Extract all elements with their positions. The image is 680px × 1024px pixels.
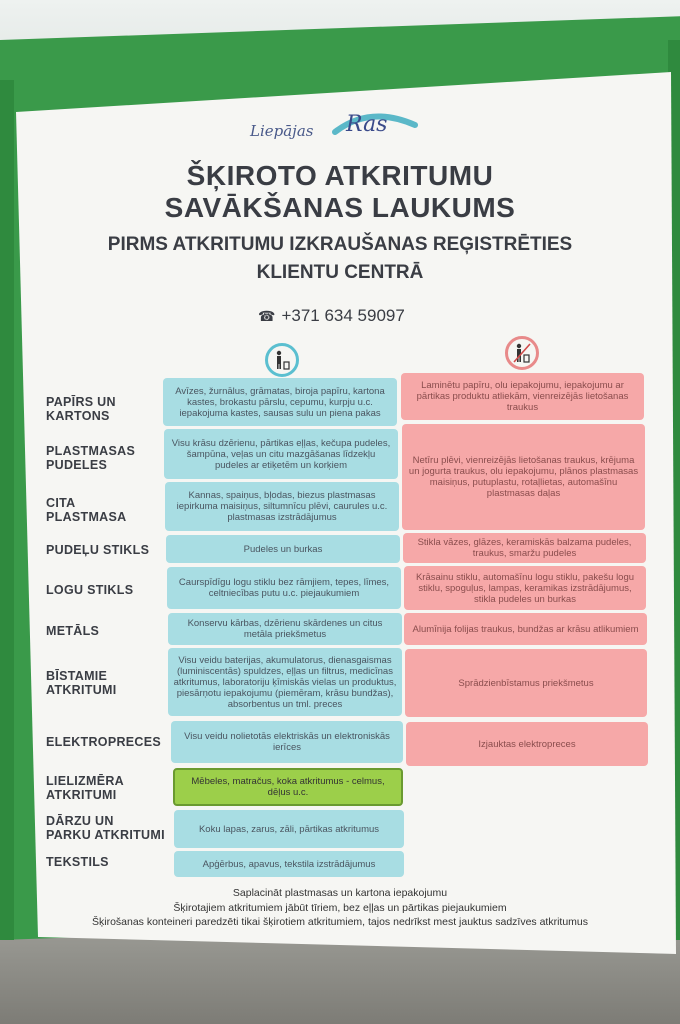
- sign-title-line1: ŠĶIROTO ATKRITUMU: [186, 160, 494, 191]
- phone-icon: ☎: [258, 308, 276, 324]
- category-label-electronics: ELEKTROPRECES: [46, 735, 162, 749]
- phone-number-text: +371 634 59097: [281, 306, 405, 325]
- category-label-bulky: LIELIZMĒRA ATKRITUMI: [46, 774, 124, 802]
- banned-box-hazardous: Sprādzienbīstamus priekšmetus: [405, 649, 647, 717]
- no-disposing-icon: [505, 336, 539, 370]
- allowed-box-metal: Konservu kārbas, dzērienu skārdenes un citus metāla priekšmetus: [168, 613, 402, 645]
- sign-title-line2: SAVĀKŠANAS LAUKUMS: [164, 192, 516, 223]
- category-label-window-glass: LOGU STIKLS: [46, 583, 134, 597]
- banned-box-bottle-glass: Stikla vāzes, glāzes, keramiskās balzama pudeles, traukus, smaržu pudeles: [403, 533, 646, 563]
- sign-subtitle-line2: KLIENTU CENTRĀ: [256, 262, 424, 283]
- category-label-paper: PAPĪRS UN KARTONS: [46, 395, 116, 423]
- allowed-box-bulky: Mēbeles, matračus, koka atkritumus - celmus, dēļus u.c.: [173, 768, 403, 806]
- allowed-box-electronics: Visu veidu nolietotās elektriskās un elektroniskās ierīces: [171, 721, 403, 763]
- category-label-garden: DĀRZU UN PARKU ATKRITUMI: [46, 814, 165, 842]
- allowed-box-hazardous: Visu veidu baterijas, akumulatorus, dienasgaismas (luminiscentās) spuldzes, eļļas un filtrus, medicīnas atkritumus, laboratoriju ķīmiskās vielas un produktus, piesārņotu iepakojumu (piemēram, krāsu bundžas), absorbentus un tml. preces: [168, 648, 402, 716]
- category-label-plastic-bottles: PLASTMASAS PUDELES: [46, 444, 136, 472]
- sign-subtitle-line1: PIRMS ATKRITUMU IZKRAUŠANAS REĢISTRĒTIES: [107, 234, 573, 255]
- category-label-hazardous: BĪSTAMIE ATKRITUMI: [46, 669, 117, 697]
- footer-line-2: Šķirotajiem atkritumiem jābūt tīriem, bez eļļas un pārtikas piejaukumiem: [173, 902, 507, 914]
- footer-line-3: Šķirošanas konteineri paredzēti tikai šķirotiem atkritumiem, tajos nedrīkst mest jauktus sadzīves atkritumus: [91, 916, 589, 928]
- allowed-box-garden: Koku lapas, zarus, zāli, pārtikas atkritumus: [174, 810, 404, 848]
- phone-number: [258, 306, 405, 326]
- allowed-box-textile: Apģērbus, apavus, tekstila izstrādājumus: [174, 851, 404, 877]
- banned-box-electronics: Izjauktas elektropreces: [406, 722, 648, 766]
- allowed-box-window-glass: Caurspīdīgu logu stiklu bez rāmjiem, tepes, līmes, celtniecības putu u.c. piejaukumiem: [167, 567, 401, 609]
- banned-box-plastic: Netīru plēvi, vienreizējās lietošanas traukus, krējuma un jogurta traukus, olu iepakojumu, plānos plastmasas maisiņus, putuplastu, rotaļlietas, automašīnu plastmasas daļas: [402, 424, 645, 530]
- logo-text-liepajas: Liepājas: [250, 122, 314, 140]
- allowed-box-paper: Avīzes, žurnālus, grāmatas, biroja papīru, kartona kastes, brokastu pārslu, cepumu, kurpju u.c. iepakojuma kastes, sausas sulu un piena pakas: [163, 378, 397, 426]
- allowed-box-plastic-bottles: Visu krāsu dzērienu, pārtikas eļļas, kečupa pudeles, šampūna, veļas un citu mazgāšanas līdzekļu pudeles ar etiķetēm un korķiem: [164, 429, 398, 479]
- category-label-textile: TEKSTILS: [46, 855, 109, 869]
- person-disposing-icon: [265, 343, 299, 377]
- logo-text-ras: Ras: [346, 112, 388, 137]
- allowed-box-other-plastic: Kannas, spaiņus, bļodas, biezus plastmasas iepirkuma maisiņus, siltumnīcu plēvi, caurules u.c. plastmasas izstrādājumus: [165, 482, 399, 531]
- banned-box-window-glass: Krāsainu stiklu, automašīnu logu stiklu, pakešu logu stiklu, spoguļus, lampas, keramikas izstrādājumus, stikla pudeles un burkas: [404, 566, 646, 610]
- banned-box-paper: Laminētu papīru, olu iepakojumu, iepakojumu ar pārtikas produktu atliekām, vienreizējās lietošanas traukus: [401, 373, 644, 420]
- banned-box-metal: Alumīnija folijas traukus, bundžas ar krāsu atlikumiem: [404, 613, 647, 645]
- category-label-metal: METĀLS: [46, 624, 100, 638]
- footer-line-1: Saplacināt plastmasas un kartona iepakojumu: [232, 887, 448, 899]
- category-label-bottle-glass: PUDEĻU STIKLS: [46, 543, 150, 557]
- allowed-box-bottle-glass: Pudeles un burkas: [166, 535, 400, 563]
- category-label-other-plastic: CITA PLASTMASA: [46, 496, 127, 524]
- liepajas-ras-logo: [250, 110, 420, 154]
